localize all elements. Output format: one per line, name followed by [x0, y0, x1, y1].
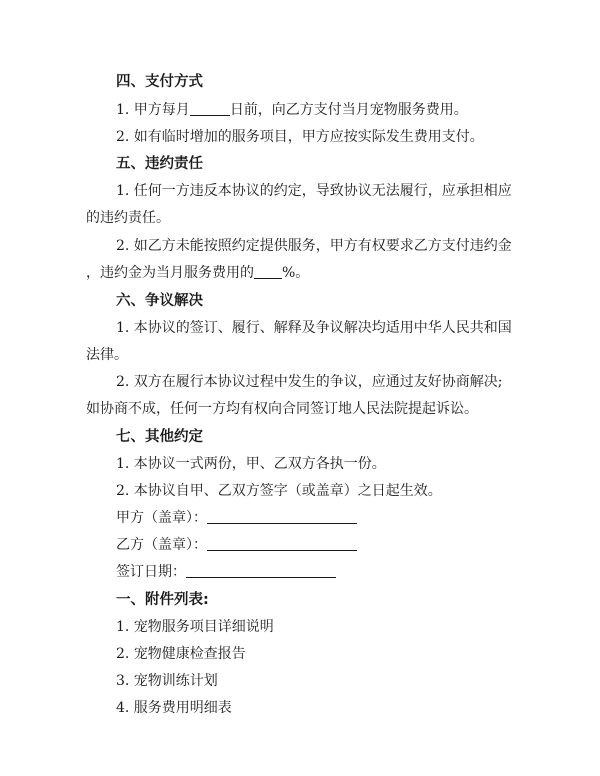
other-item-1: 1. 本协议一式两份，甲、乙双方各执一份。	[116, 456, 386, 472]
signing-date: 签订日期：	[116, 561, 336, 581]
breach-item-1-line-2: 的违约责任。	[86, 210, 170, 226]
section-heading-breach: 五、违约责任	[116, 156, 203, 172]
other-item-2: 2. 本协议自甲、乙双方签字（或盖章）之日起生效。	[116, 483, 442, 499]
dispute-item-1-line-2: 法律。	[86, 347, 128, 363]
party-b-signature: 乙方（盖章）：	[116, 534, 357, 554]
signing-date-line[interactable]	[186, 564, 336, 578]
payment-item-2: 2. 如有临时增加的服务项目，甲方应按实际发生费用支付。	[116, 129, 484, 145]
attachment-item: 1. 宠物服务项目详细说明	[116, 619, 274, 635]
dispute-item-2-line-1: 2. 双方在履行本协议过程中发生的争议，应通过友好协商解决;	[116, 374, 503, 390]
attachment-item: 3. 宠物训练计划	[116, 673, 218, 689]
party-a-signature: 甲方（盖章）：	[116, 507, 357, 527]
attachments-heading: 一、附件列表:	[116, 592, 209, 608]
day-blank[interactable]	[190, 102, 230, 116]
section-heading-dispute: 六、争议解决	[116, 293, 203, 309]
breach-item-2-line-2: ，违约金为当月服务费用的 %。	[86, 265, 310, 281]
percent-blank[interactable]	[254, 265, 282, 279]
breach-item-2-line-1: 2. 如乙方未能按照约定提供服务，甲方有权要求乙方支付违约金	[116, 238, 512, 254]
attachment-item: 2. 宠物健康检查报告	[116, 646, 246, 662]
party-a-signature-line[interactable]	[207, 510, 357, 524]
attachment-item: 4. 服务费用明细表	[116, 700, 232, 716]
section-heading-other: 七、其他约定	[116, 429, 203, 445]
section-heading-payment: 四、支付方式	[116, 74, 203, 90]
payment-item-1: 1. 甲方每月 日前，向乙方支付当月宠物服务费用。	[116, 102, 468, 118]
dispute-item-2-line-2: 如协商不成，任何一方均有权向合同签订地人民法院提起诉讼。	[86, 401, 478, 417]
breach-item-1-line-1: 1. 任何一方违反本协议的约定，导致协议无法履行，应承担相应	[116, 183, 512, 199]
dispute-item-1-line-1: 1. 本协议的签订、履行、解释及争议解决均适用中华人民共和国	[116, 320, 512, 336]
party-b-signature-line[interactable]	[207, 537, 357, 551]
